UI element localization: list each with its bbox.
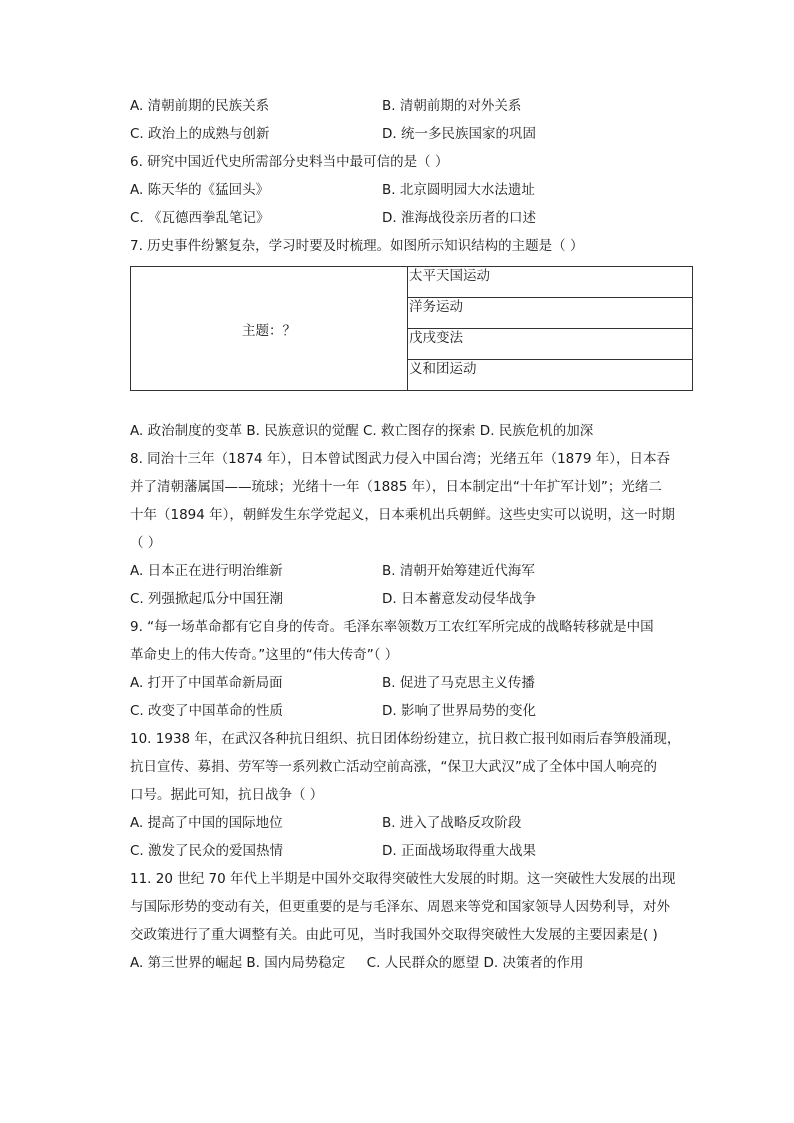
q6-option-d: D. 淮海战役亲历者的口述 (382, 210, 536, 226)
q9-option-b: B. 促进了马克思主义传播 (382, 675, 535, 691)
q5-option-a: A. 清朝前期的民族关系 (130, 98, 270, 114)
table-theme-cell: 主题：？ (131, 267, 408, 391)
q8-stem-line: 十年（1894 年），朝鲜发生东学党起义，日本乘机出兵朝鲜。这些史实可以说明，这一时期 (130, 507, 675, 523)
q9-option-d: D. 影响了世界局势的变化 (382, 703, 536, 719)
q9-option-c: C. 改变了中国革命的性质 (130, 703, 284, 719)
q11-stem (130, 865, 700, 949)
q6-option-c: C. 《瓦德西拳乱笔记》 (130, 210, 270, 226)
q10-stem-line: 10. 1938 年，在武汉各种抗日组织、抗日团体纷纷建立，抗日救亡报刊如雨后春笋般涌现， (130, 731, 681, 747)
q7-options: A. 政治制度的变革 B. 民族意识的觉醒 C. 救亡图存的探索 D. 民族危机的加深 (130, 423, 594, 439)
table-item: 洋务运动 (408, 298, 693, 329)
q9-stem (130, 613, 700, 669)
q6-options-row-1 (130, 176, 700, 204)
q10-stem-line: 抗日宣传、募捐、劳军等一系列救亡活动空前高涨，“保卫大武汉”成了全体中国人响亮的 (130, 759, 657, 775)
q10-option-c: C. 激发了民众的爱国热情 (130, 843, 284, 859)
q8-option-d: D. 日本蓄意发动侵华战争 (382, 591, 536, 607)
q6-stem: 6. 研究中国近代史所需部分史料当中最可信的是（ ） (130, 154, 449, 170)
q8-option-a: A. 日本正在进行明治维新 (130, 563, 283, 579)
q5-option-c: C. 政治上的成熟与创新 (130, 126, 270, 142)
q10-stem-line: 口号。据此可知，抗日战争（ ） (130, 787, 324, 803)
q8-option-b: B. 清朝开始筹建近代海军 (382, 563, 535, 579)
q8-options-row-2 (130, 585, 700, 613)
q5-option-d: D. 统一多民族国家的巩固 (382, 126, 536, 142)
q10-stem (130, 725, 700, 809)
q10-options-row-2 (130, 837, 700, 865)
q9-options-row-1 (130, 669, 700, 697)
q8-stem-line: 并了清朝藩属国——琉球；光绪十一年（1885 年），日本制定出“十年扩军计划”；光绪二 (130, 479, 662, 495)
q8-option-c: C. 列强掀起瓜分中国狂潮 (130, 591, 284, 607)
q5-options-row-1 (130, 92, 700, 120)
q10-options-row-1 (130, 809, 700, 837)
q7-stem: 7. 历史事件纷繁复杂，学习时要及时梳理。如图所示知识结构的主题是（ ） (130, 238, 584, 254)
q9-options-row-2 (130, 697, 700, 725)
q10-option-d: D. 正面战场取得重大战果 (382, 843, 536, 859)
table-item: 太平天国运动 (408, 267, 693, 298)
q6-options-row-2 (130, 204, 700, 232)
q9-option-a: A. 打开了中国革命新局面 (130, 675, 283, 691)
q9-stem-line: 革命史上的伟大传奇。”这里的“伟大传奇”（ ） (130, 647, 399, 663)
q6-option-b: B. 北京圆明园大水法遗址 (382, 182, 535, 198)
q8-stem-line: （ ） (130, 535, 162, 551)
q11-stem-line: 与国际形势的变动有关，但更重要的是与毛泽东、周恩来等党和国家领导人因势利导，对外 (130, 899, 670, 915)
q8-stem-line: 8. 同治十三年（1874 年），日本曾试图武力侵入中国台湾；光绪五年（1879 年），日本吞 (130, 451, 670, 467)
table-item: 戊戌变法 (408, 329, 693, 360)
table-item: 义和团运动 (408, 360, 693, 391)
q10-option-a: A. 提高了中国的国际地位 (130, 815, 283, 831)
q8-options-row-1 (130, 557, 700, 585)
exam-page (130, 92, 700, 977)
q9-stem-line: 9. “每一场革命都有它自身的传奇。毛泽东率领数万工农红军所完成的战略转移就是中国 (130, 619, 654, 635)
q8-stem (130, 445, 700, 557)
q5-options-row-2 (130, 120, 700, 148)
q11-options: A. 第三世界的崛起 B. 国内局势稳定 C. 人民群众的愿望 D. 决策者的作用 (130, 955, 584, 971)
q10-option-b: B. 进入了战略反攻阶段 (382, 815, 522, 831)
q11-stem-line: 11. 20 世纪 70 年代上半期是中国外交取得突破性大发展的时期。这一突破性大发展的出现 (130, 871, 676, 887)
q11-stem-line: 交政策进行了重大调整有关。由此可见，当时我国外交取得突破性大发展的主要因素是( ) (130, 927, 658, 943)
q6-option-a: A. 陈天华的《猛回头》 (130, 182, 270, 198)
q5-option-b: B. 清朝前期的对外关系 (382, 98, 522, 114)
knowledge-structure-table (130, 266, 693, 391)
